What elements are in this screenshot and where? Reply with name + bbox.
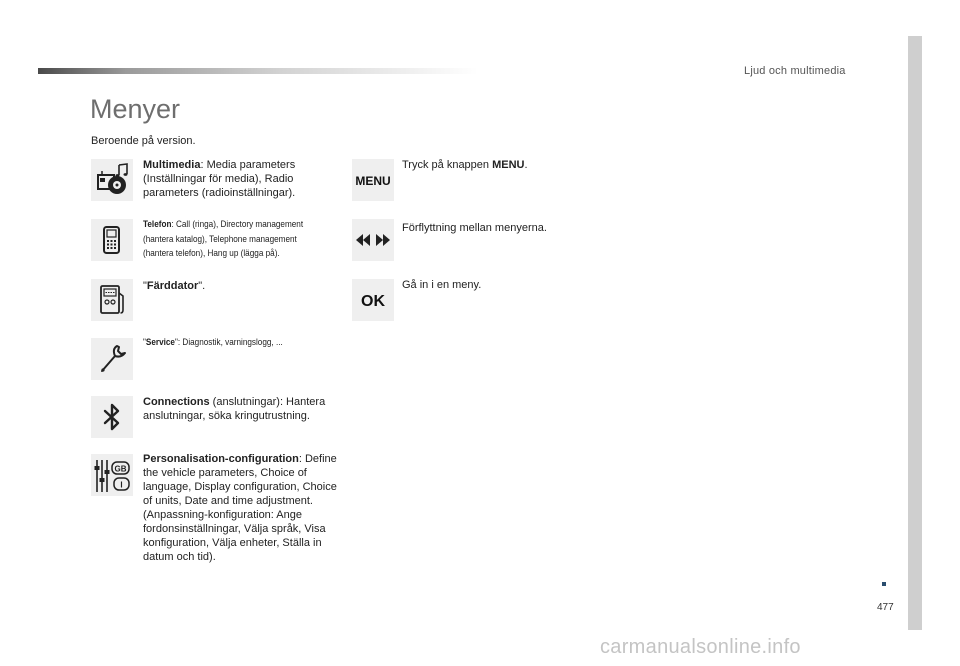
connections-description	[143, 395, 338, 423]
watermark: carmanualsonline.info	[600, 636, 801, 658]
intro-text: Beroende på version.	[91, 135, 196, 147]
trip-computer-quote: "	[143, 280, 147, 292]
settings-sliders-icon	[91, 454, 133, 496]
page-title: Menyer	[90, 94, 181, 124]
bluetooth-icon	[91, 396, 133, 438]
menu-button-text: Tryck på knappen	[402, 159, 493, 171]
connections-label: Connections	[143, 396, 210, 408]
menu-button-period: .	[524, 159, 528, 171]
trip-computer-text: ".	[198, 280, 206, 292]
multimedia-label: Multimedia	[143, 159, 201, 171]
multimedia-description	[143, 158, 333, 200]
trip-computer-description	[143, 279, 333, 293]
personalisation-description	[143, 452, 343, 564]
service-quote: "	[143, 337, 146, 348]
menu-button-bold: MENU	[492, 159, 525, 171]
telephone-label: Telefon	[143, 219, 172, 230]
service-description	[143, 336, 328, 351]
page-marker	[882, 582, 886, 586]
service-text: ": Diagnostik, varningslogg, ...	[174, 337, 283, 348]
wrench-icon	[91, 338, 133, 380]
menu-button-label: MENU	[355, 174, 391, 188]
gb-label: GB	[114, 464, 127, 474]
ok-button-label: OK	[361, 293, 385, 310]
ok-description: Gå in i en meny.	[402, 279, 482, 291]
i-label: I	[120, 480, 123, 490]
service-label: Service	[145, 337, 175, 348]
telephone-text: : Call (ringa), Directory management (hantera katalog), Telephone management (hantera telefon), Hang up (lägga på).	[143, 219, 304, 259]
multimedia-icon	[91, 159, 133, 201]
menu-button-description	[402, 158, 602, 172]
arrows-icon	[352, 219, 394, 261]
menu-button-icon	[352, 159, 394, 201]
telephone-description	[143, 218, 328, 262]
ok-button-icon	[352, 279, 394, 321]
side-strip	[908, 36, 922, 630]
header-gradient-bar	[38, 68, 478, 74]
personalisation-label: Personalisation-configuration	[143, 453, 299, 465]
connections-text: (anslutningar): Hantera anslutningar, söka kringutrustning.	[143, 396, 326, 422]
section-title: Ljud och multimedia	[744, 65, 846, 77]
personalisation-text: : Define the vehicle parameters, Choice of language, Display configuration, Choice of units, Date and time adjustment. (Anpassning-konfiguration: Ange fordonsinställningar, Välja språk, Visa konfiguration, Välja enheter, Ställa in datum och tid).	[143, 453, 337, 563]
trip-computer-label: Färddator	[146, 280, 199, 292]
trip-computer-icon	[91, 279, 133, 321]
multimedia-text: : Media parameters (Inställningar för media), Radio parameters (radioinställningar).	[143, 159, 296, 199]
page-number: 477	[877, 602, 894, 613]
telephone-icon	[91, 219, 133, 261]
navigation-description: Förflyttning mellan menyerna.	[402, 222, 547, 234]
